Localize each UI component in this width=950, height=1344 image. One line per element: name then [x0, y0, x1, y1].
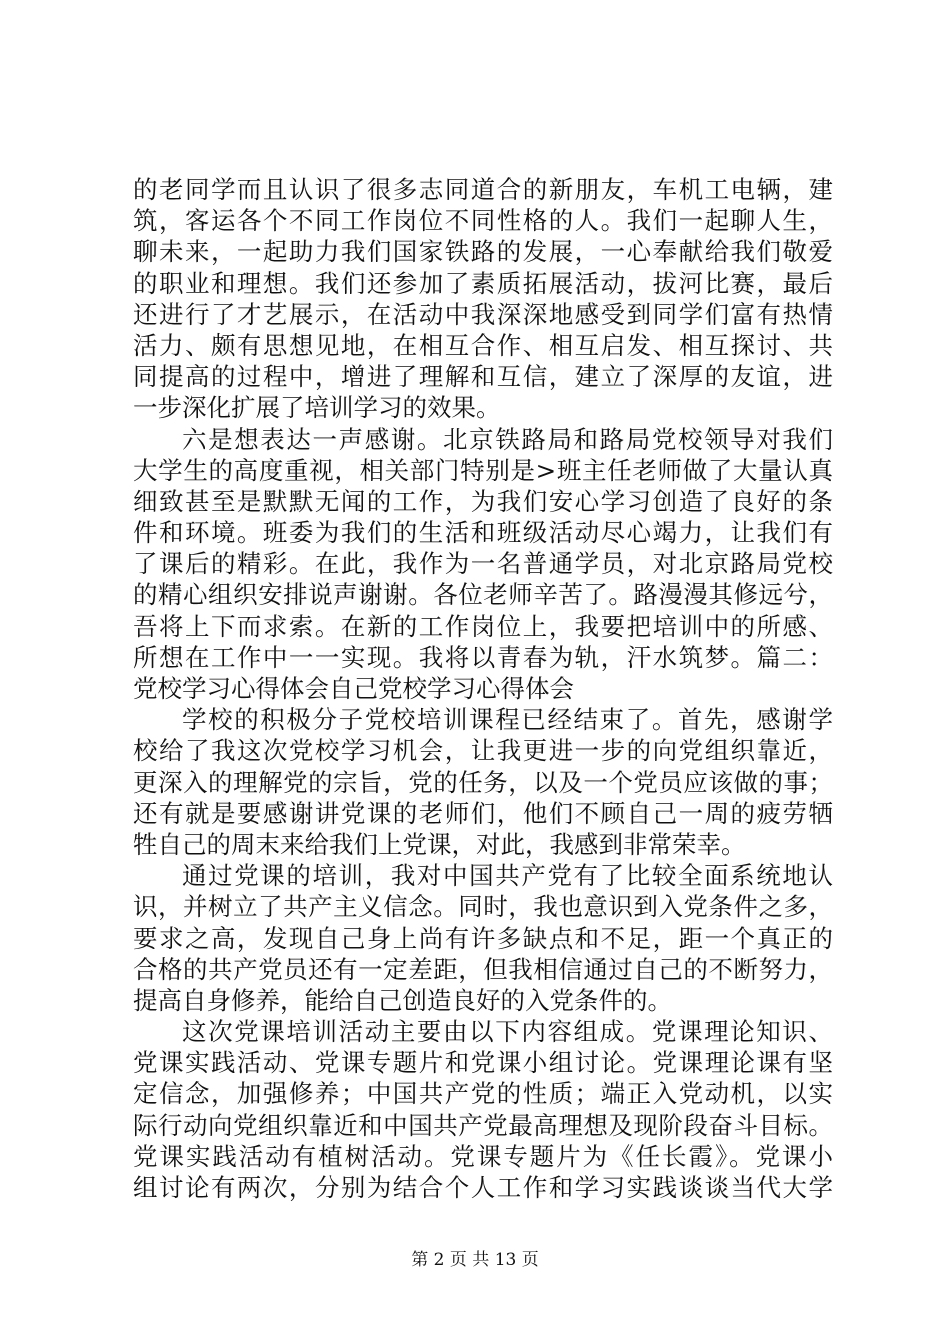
text-line: 筑，客运各个不同工作岗位不同性格的人。我们一起聊人生， [133, 206, 833, 236]
text-line: 组讨论有两次，分别为结合个人工作和学习实践谈谈当代大学 [133, 1173, 833, 1202]
text-line: 提高自身修养，能给自己创造良好的入党条件的。 [133, 985, 672, 1015]
text-line: 的职业和理想。我们还参加了素质拓展活动，拔河比赛，最后 [133, 268, 833, 298]
text-line: 一步深化扩展了培训学习的效果。 [133, 393, 501, 423]
text-line: 聊未来，一起助力我们国家铁路的发展，一心奉献给我们敬爱 [133, 237, 833, 267]
text-line: 吾将上下而求索。在新的工作岗位上，我要把培训中的所感、 [133, 611, 833, 641]
text-line: 所想在工作中一一实现。我将以青春为轨，汗水筑梦。篇二： [133, 642, 833, 672]
text-line: 大学生的高度重视，相关部门特别是>班主任老师做了大量认真 [133, 455, 833, 485]
text-line: 同提高的过程中，增进了理解和互信，建立了深厚的友谊，进 [133, 362, 833, 392]
text-line: 党课实践活动有植树活动。党课专题片为《任长霞》。党课小 [133, 1141, 833, 1171]
text-line: 了课后的精彩。在此，我作为一名普通学员，对北京路局党校 [133, 549, 833, 579]
text-line: 的老同学而且认识了很多志同道合的新朋友，车机工电辆，建 [133, 175, 833, 204]
text-line: 活力、颇有思想见地，在相互合作、相互启发、相互探讨、共 [133, 330, 833, 360]
text-line: 学校的积极分子党校培训课程已经结束了。首先，感谢学 [182, 705, 833, 735]
text-line: 识，并树立了共产主义信念。同时，我也意识到入党条件之多， [133, 892, 833, 922]
text-line: 六是想表达一声感谢。北京铁路局和路局党校领导对我们 [182, 424, 833, 454]
document-body [133, 174, 833, 1203]
text-line: 还进行了才艺展示，在活动中我深深地感受到同学们富有热情 [133, 299, 833, 329]
text-line: 合格的共产党员还有一定差距，但我相信通过自己的不断努力， [133, 954, 833, 984]
text-line: 更深入的理解党的宗旨，党的任务，以及一个党员应该做的事； [133, 767, 833, 797]
text-line: 细致甚至是默默无闻的工作，为我们安心学习创造了良好的条 [133, 486, 833, 516]
text-line: 这次党课培训活动主要由以下内容组成。党课理论知识、 [182, 1017, 833, 1047]
text-line: 通过党课的培训，我对中国共产党有了比较全面系统地认 [182, 861, 833, 891]
text-line: 牲自己的周末来给我们上党课，对此，我感到非常荣幸。 [133, 829, 746, 859]
text-line: 际行动向党组织靠近和中国共产党最高理想及现阶段奋斗目标。 [133, 1110, 833, 1140]
page-number-footer: 第 2 页 共 13 页 [411, 1250, 539, 1270]
text-line: 还有就是要感谢讲党课的老师们，他们不顾自己一周的疲劳牺 [133, 798, 833, 828]
text-line: 定信念，加强修养；中国共产党的性质；端正入党动机，以实 [133, 1079, 833, 1109]
text-line: 校给了我这次党校学习机会，让我更进一步的向党组织靠近， [133, 736, 833, 766]
text-line: 要求之高，发现自己身上尚有许多缺点和不足，距一个真正的 [133, 923, 833, 953]
text-line: 党课实践活动、党课专题片和党课小组讨论。党课理论课有坚 [133, 1048, 833, 1078]
text-line: 党校学习心得体会自己党校学习心得体会 [133, 674, 574, 703]
text-line: 件和环境。班委为我们的生活和班级活动尽心竭力，让我们有 [133, 518, 833, 548]
text-line: 的精心组织安排说声谢谢。各位老师辛苦了。路漫漫其修远兮， [133, 580, 833, 610]
